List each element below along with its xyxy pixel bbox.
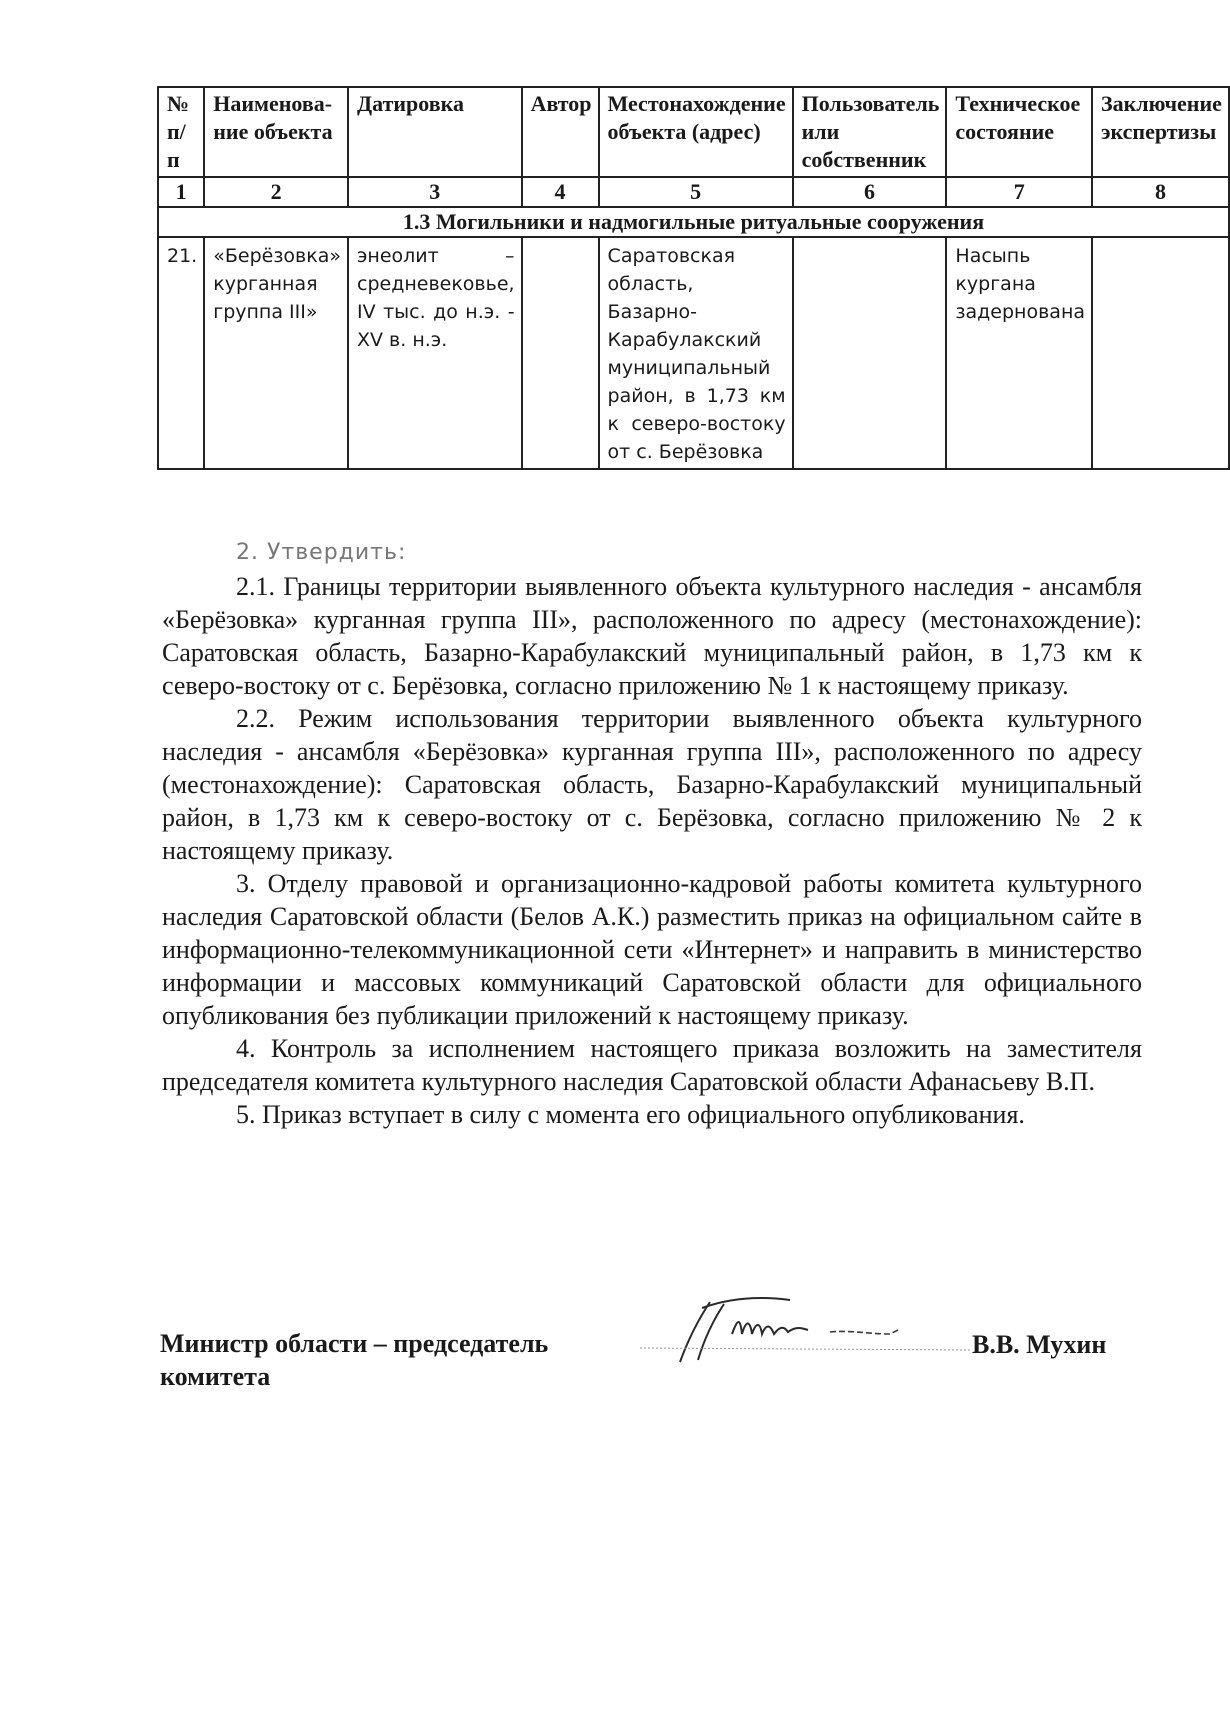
signatory-position-line: Министр области – председатель [160,1329,549,1358]
cell-condition: Насыпь кургана задернована [946,237,1092,469]
column-number: 6 [793,177,947,207]
header-expertise: Заключение экспертизы [1092,87,1229,177]
column-number: 4 [522,177,599,207]
column-number: 3 [348,177,522,207]
header-dating: Датировка [348,87,522,177]
column-number: 1 [158,177,204,207]
signatory-name: В.В. Мухин [972,1330,1107,1359]
cell-dating: энеолит – средневековье, IV тыс. до н.э. - XV в. н.э. [348,237,522,469]
header-location: Местонахождение объекта (адрес) [599,87,793,177]
header-name: Наименова-ние объекта [204,87,348,177]
handwritten-signature [640,1290,970,1370]
column-number: 8 [1092,177,1229,207]
paragraph-3: 3. Отделу правовой и организационно-кадровой работы комитета культурного наследия Саратовской области (Белов А.К.) разместить приказ на официальном сайте в информационно-телекоммуникационной сети «Интернет» и направить в министерство информации и массовых коммуникаций Саратовской области для официального опубликования без публикации приложений к настоящему приказу. [162,869,1142,1030]
header-condition: Техническое состояние [946,87,1092,177]
paragraph-5: 5. Приказ вступает в силу с момента его официального опубликования. [236,1100,1025,1129]
signatory-position [160,1327,620,1393]
order-text [162,538,1142,1131]
cell-expertise [1092,237,1229,469]
paragraph-4: 4. Контроль за исполнением настоящего приказа возложить на заместителя председателя комитета культурного наследия Саратовской области Афанасьеву В.П. [162,1034,1142,1096]
cell-location: Саратовская область, Базарно-Карабулакский муниципальный район, в 1,73 км к северо-востоку от с. Берёзовка [599,237,793,469]
paragraph-2-2: 2.2. Режим использования территории выявленного объекта культурного наследия - ансамбля «Берёзовка» курганная группа III», расположенного по адресу (местонахождение): Саратовская область, Базарно-Карабулакский муниципальный район, в 1,73 км к северо-востоку от с. Берёзовка, согласно приложению № 2 к настоящему приказу. [162,704,1142,865]
table-header-row [158,87,1229,177]
section-row [158,207,1229,237]
column-number: 2 [204,177,348,207]
column-number-row [158,177,1229,207]
column-number: 7 [946,177,1092,207]
header-author: Автор [522,87,599,177]
cell-owner [793,237,947,469]
header-num: № п/п [158,87,204,177]
cell-name: «Берёзовка» курганная группа III» [204,237,348,469]
header-owner: Пользователь или собственник [793,87,947,177]
table-row [158,237,1229,469]
cell-author [522,237,599,469]
section-title: 1.3 Могильники и надмогильные ритуальные сооружения [158,207,1229,237]
column-number: 5 [599,177,793,207]
paragraph-2: 2. Утвердить: [236,540,407,565]
paragraph-2-1: 2.1. Границы территории выявленного объекта культурного наследия - ансамбля «Берёзовка» курганная группа III», расположенного по адресу (местонахождение): Саратовская область, Базарно-Карабулакский муниципальный район, в 1,73 км к северо-востоку от с. Берёзовка, согласно приложению № 1 к настоящему приказу. [162,572,1142,700]
cell-num: 21. [158,237,204,469]
signatory-position-line: комитета [160,1362,271,1391]
objects-table [157,86,1230,470]
